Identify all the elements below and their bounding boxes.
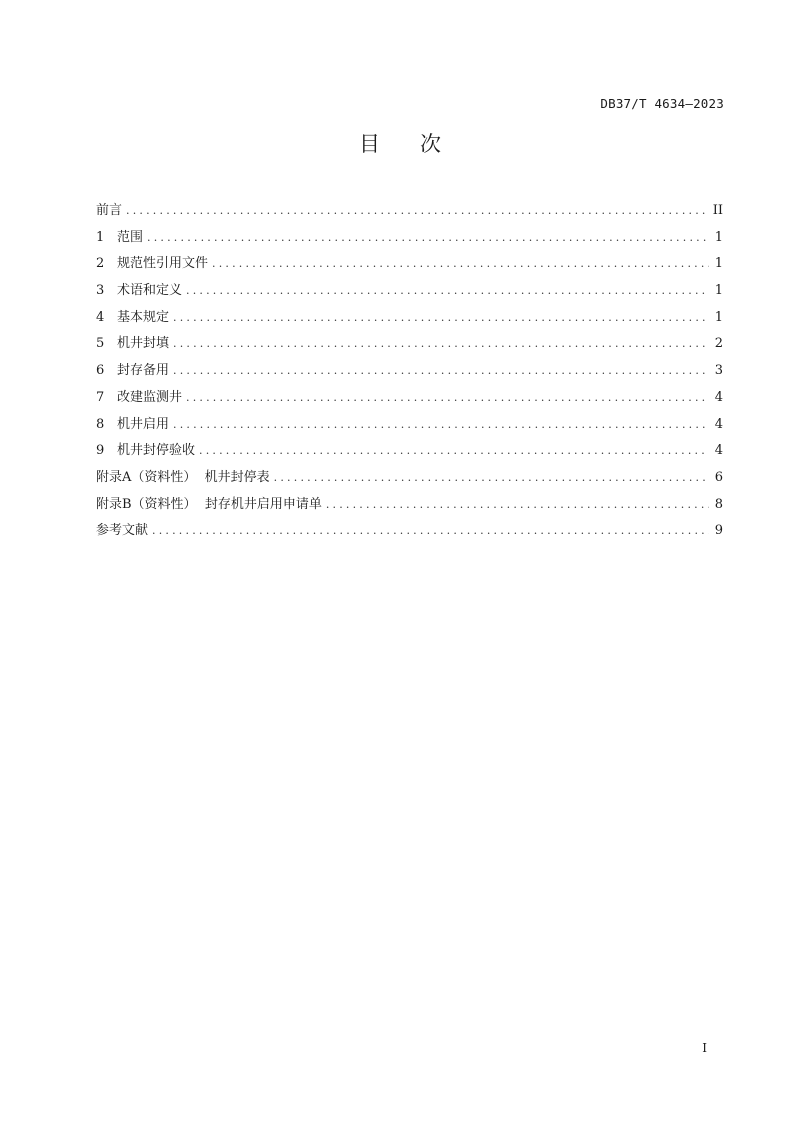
toc-leader-dots — [199, 441, 709, 461]
toc-entry-page: 6 — [714, 469, 723, 485]
toc-entry-preface[interactable] — [96, 201, 723, 228]
toc-leader-dots — [173, 415, 709, 435]
toc-entry-number: 7 — [96, 389, 105, 405]
toc-leader-dots — [274, 468, 709, 488]
toc-entry-page: 1 — [714, 229, 723, 245]
table-of-contents — [96, 201, 723, 548]
toc-entry-number: 1 — [96, 229, 105, 245]
toc-leader-dots — [212, 254, 709, 274]
toc-entry-label: 机井封填 — [117, 336, 170, 352]
toc-entry-label: 机井启用 — [117, 416, 170, 432]
toc-entry-terms-definitions[interactable] — [96, 281, 723, 308]
toc-entry-label: 附录A（资料性） 机井封停表 — [96, 469, 270, 485]
toc-entry-page: 2 — [714, 336, 723, 352]
toc-entry-number: 3 — [96, 283, 105, 299]
toc-entry-page: 3 — [714, 363, 723, 379]
toc-entry-page: 1 — [714, 283, 723, 299]
toc-entry-label: 参考文献 — [96, 523, 149, 539]
toc-entry-well-filling[interactable] — [96, 334, 723, 361]
toc-entry-label: 基本规定 — [117, 309, 170, 325]
toc-leader-dots — [173, 308, 709, 328]
toc-entry-page: 1 — [714, 309, 723, 325]
toc-entry-acceptance[interactable] — [96, 441, 723, 468]
toc-entry-page: 4 — [714, 389, 723, 405]
toc-entry-label: 封存备用 — [117, 363, 170, 379]
toc-entry-number: 5 — [96, 336, 105, 352]
toc-entry-appendix-a[interactable] — [96, 468, 723, 495]
toc-entry-number: 2 — [96, 256, 105, 272]
toc-entry-monitoring-well[interactable] — [96, 388, 723, 415]
toc-entry-bibliography[interactable] — [96, 521, 723, 548]
document-code: DB37/T 4634—2023 — [600, 96, 724, 111]
toc-leader-dots — [186, 388, 709, 408]
toc-leader-dots — [126, 201, 709, 221]
toc-title: 目次 — [359, 132, 481, 156]
toc-leader-dots — [173, 361, 709, 381]
toc-entry-number: 8 — [96, 416, 105, 432]
toc-entry-label: 范围 — [117, 229, 144, 245]
toc-entry-normative-references[interactable] — [96, 254, 723, 281]
toc-entry-page: 4 — [714, 416, 723, 432]
toc-entry-label: 附录B（资料性） 封存机井启用申请单 — [96, 496, 322, 512]
toc-entry-scope[interactable] — [96, 228, 723, 255]
page-number: I — [702, 1041, 707, 1055]
toc-entry-well-reactivation[interactable] — [96, 415, 723, 442]
toc-entry-number: 6 — [96, 363, 105, 379]
toc-leader-dots — [173, 334, 709, 354]
toc-entry-page: 8 — [714, 496, 723, 512]
toc-entry-appendix-b[interactable] — [96, 495, 723, 522]
toc-entry-page: 4 — [714, 443, 723, 459]
toc-entry-label: 改建监测井 — [117, 389, 183, 405]
toc-entry-number: 9 — [96, 443, 105, 459]
toc-entry-label: 术语和定义 — [117, 283, 183, 299]
toc-entry-page: 1 — [714, 256, 723, 272]
toc-leader-dots — [186, 281, 709, 301]
toc-leader-dots — [326, 495, 709, 515]
toc-entry-label: 规范性引用文件 — [117, 256, 209, 272]
toc-entry-sealed-standby[interactable] — [96, 361, 723, 388]
toc-entry-page: 9 — [714, 523, 723, 539]
toc-leader-dots — [152, 521, 709, 541]
toc-entry-number: 4 — [96, 309, 105, 325]
toc-entry-basic-provisions[interactable] — [96, 308, 723, 335]
toc-entry-label: 机井封停验收 — [117, 443, 196, 459]
toc-entry-label: 前言 — [96, 203, 123, 218]
toc-leader-dots — [147, 228, 709, 248]
toc-entry-page: II — [712, 203, 723, 218]
